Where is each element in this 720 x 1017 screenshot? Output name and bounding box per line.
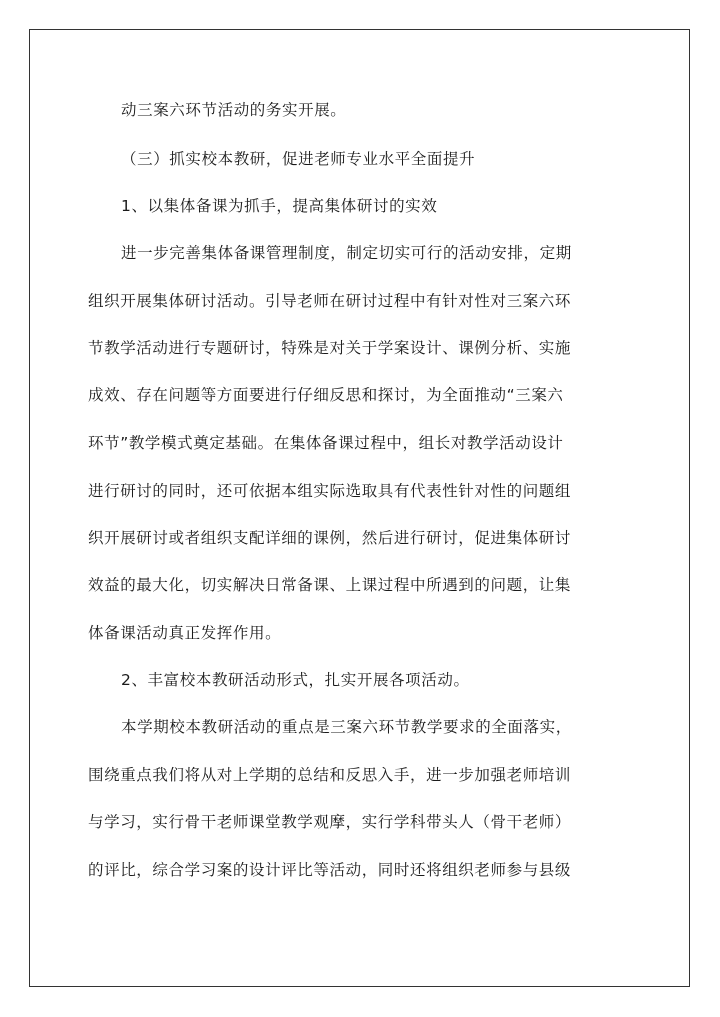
paragraph-2-line-2: 围绕重点我们将从对上学期的总结和反思入手，进一步加强老师培训 xyxy=(88,766,572,784)
subsection-heading-2: 2、丰富校本教研活动形式，扎实开展各项活动。 xyxy=(121,671,470,689)
subsection-heading-1: 1、以集体备课为抓手，提高集体研讨的实效 xyxy=(121,197,438,215)
paragraph-1-line-4: 成效、存在问题等方面要进行仔细反思和探讨，为全面推动“三案六 xyxy=(88,386,564,404)
paragraph-2-line-1: 本学期校本教研活动的重点是三案六环节教学要求的全面落实， xyxy=(121,718,572,736)
paragraph-1-line-2: 组织开展集体研讨活动。引导老师在研讨过程中有针对性对三案六环 xyxy=(88,292,572,310)
section-heading: （三）抓实校本教研，促进老师专业水平全面提升 xyxy=(121,150,476,168)
paragraph-2-line-4: 的评比，综合学习案的设计评比等活动，同时还将组织老师参与县级 xyxy=(88,861,572,879)
page-border xyxy=(29,29,690,987)
paragraph-1-line-1: 进一步完善集体备课管理制度，制定切实可行的活动安排，定期 xyxy=(121,244,572,262)
paragraph-1-line-3: 节教学活动进行专题研讨，特殊是对关于学案设计、课例分析、实施 xyxy=(88,339,572,357)
paragraph-1-line-5: 环节”教学模式奠定基础。在集体备课过程中，组长对教学活动设计 xyxy=(88,434,564,452)
paragraph-1-line-9: 体备课活动真正发挥作用。 xyxy=(88,624,282,642)
paragraph-1-line-8: 效益的最大化，切实解决日常备课、上课过程中所遇到的问题，让集 xyxy=(88,576,572,594)
paragraph-1-line-7: 织开展研讨或者组织支配详细的课例，然后进行研讨，促进集体研讨 xyxy=(88,529,572,547)
text-line-continuation: 动三案六环节活动的务实开展。 xyxy=(121,101,347,119)
paragraph-2-line-3: 与学习，实行骨干老师课堂教学观摩，实行学科带头人（骨干老师） xyxy=(88,813,572,831)
paragraph-1-line-6: 进行研讨的同时，还可依据本组实际选取具有代表性针对性的问题组 xyxy=(88,482,572,500)
